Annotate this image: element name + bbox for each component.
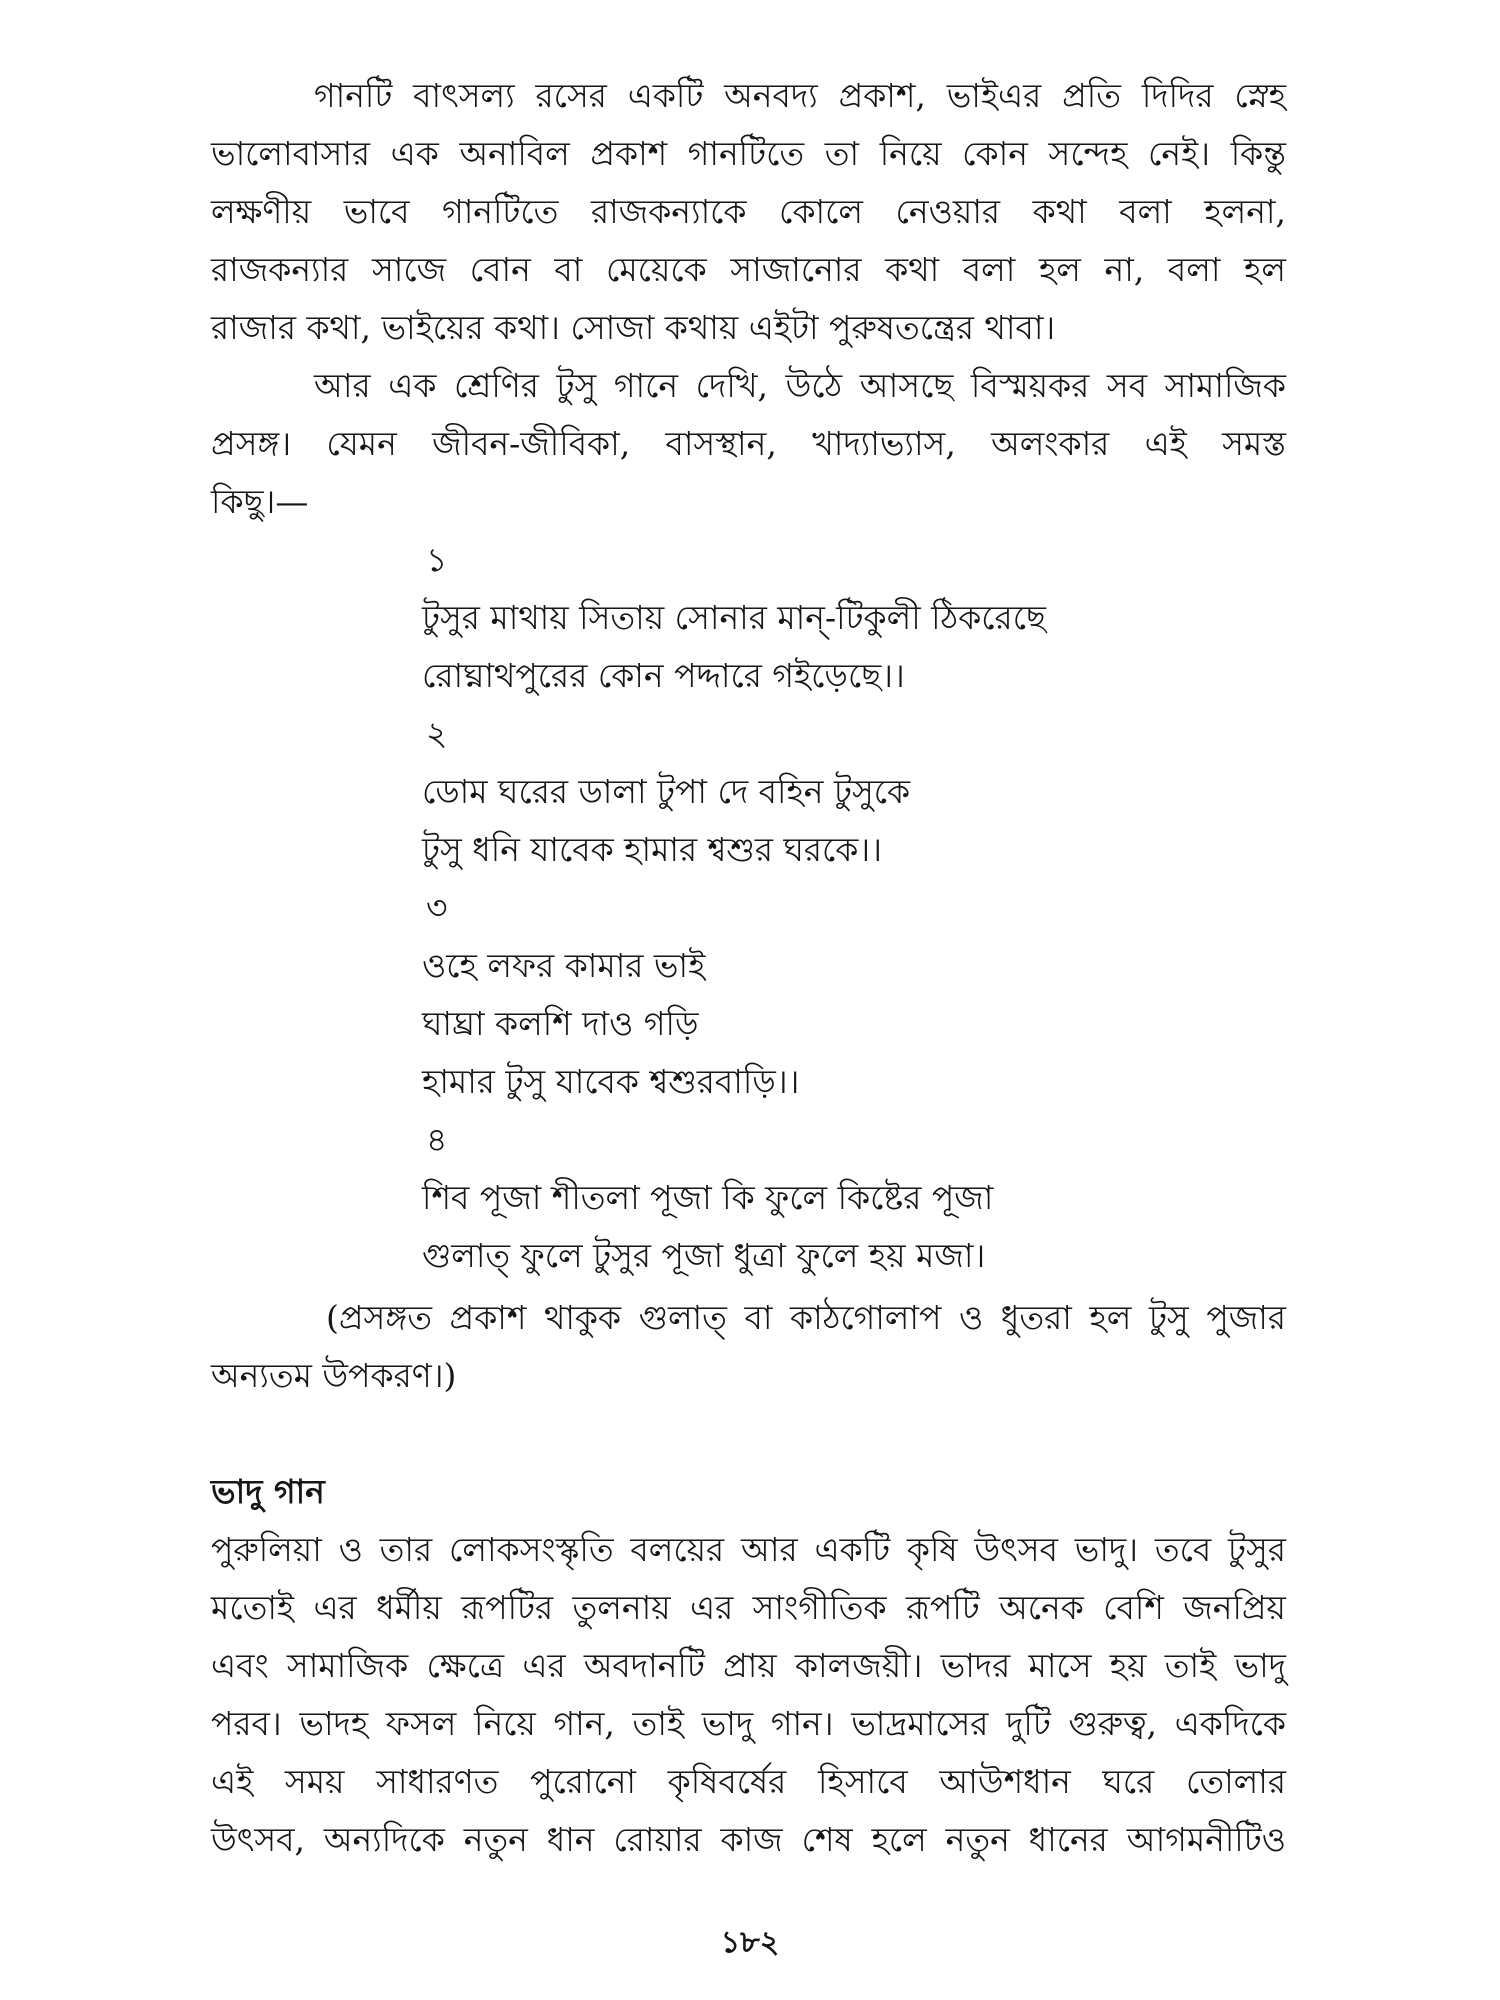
note-line: অন্যতম উপকরণ।) [211, 1356, 457, 1395]
note-line: (প্রসঙ্গত প্রকাশ থাকুক গুলাত্ বা কাঠগোলাপ ও ধুতরা হল টুসু পুজার [326, 1298, 1286, 1337]
song-verses [422, 531, 1286, 1285]
paragraph-line: ভালোবাসার এক অনাবিল প্রকাশ গানটিতে তা নিয়ে কোন সন্দেহ নেই। কিন্তু [211, 134, 1286, 173]
paragraph-line: এবং সামাজিক ক্ষেত্রে এর অবদানটি প্রায় কালজয়ী। ভাদর মাসে হয় তাই ভাদু [211, 1646, 1286, 1685]
intro-paragraph [211, 67, 1286, 357]
paragraph-line: গানটি বাৎসল্য রসের একটি অনবদ্য প্রকাশ, ভাইএর প্রতি দিদির স্নেহ [314, 76, 1286, 115]
verse-number: ১ [426, 540, 448, 579]
verse-line: রোঘ্নাথপুরের কোন পদ্দারে গইড়েছে।। [422, 656, 905, 695]
paragraph-line: পরব। ভাদহ ফসল নিয়ে গান, তাই ভাদু গান। ভাদ্রমাসের দুটি গুরুত্ব, একদিকে [211, 1704, 1286, 1743]
paragraph-line: লক্ষণীয় ভাবে গানটিতে রাজকন্যাকে কোলে নেওয়ার কথা বলা হলনা, [211, 192, 1286, 231]
verse-3 [422, 879, 1286, 1111]
section-heading: ভাদু গান [211, 1472, 325, 1511]
parenthetical-note [211, 1289, 1286, 1405]
verse-line: শিব পূজা শীতলা পূজা কি ফুলে কিষ্টের পূজা [422, 1178, 994, 1217]
verse-line: টুসু ধনি যাবেক হামার শ্বশুর ঘরকে।। [422, 830, 882, 869]
verse-line: টুসুর মাথায় সিতায় সোনার মান্-টিকুলী ঠিকরেছে [422, 598, 1046, 637]
paragraph-line: এই সময় সাধারণত পুরোনো কৃষিবর্ষের হিসাবে আউশধান ঘরে তোলার [211, 1762, 1286, 1801]
verse-2 [422, 705, 1286, 879]
verse-line: ওহে লফর কামার ভাই [422, 946, 706, 985]
verse-number: ৪ [426, 1120, 448, 1159]
verse-4 [422, 1111, 1286, 1285]
verse-number: ৩ [426, 888, 448, 927]
paragraph-line: প্রসঙ্গ। যেমন জীবন-জীবিকা, বাসস্থান, খাদ্যাভ্যাস, অলংকার এই সমস্ত [211, 424, 1286, 463]
paragraph-line: রাজার কথা, ভাইয়ের কথা। সোজা কথায় এইটা পুরুষতন্ত্রের থাবা। [211, 308, 1056, 347]
verse-number: ২ [426, 714, 448, 753]
paragraph-line: মতোই এর ধর্মীয় রূপটির তুলনায় এর সাংগীতিক রূপটি অনেক বেশি জনপ্রিয় [211, 1588, 1286, 1627]
verse-1 [422, 531, 1286, 705]
page-number: ১৮২ [720, 1925, 780, 1960]
paragraph-line: উৎসব, অন্যদিকে নতুন ধান রোয়ার কাজ শেষ হলে নতুন ধানের আগমনীটিও [211, 1820, 1286, 1859]
paragraph-line: কিছু।— [211, 482, 309, 521]
page-body [211, 67, 1286, 1869]
verse-line: ঘাঘ্রা কলশি দাও গড়ি [422, 1004, 699, 1043]
verse-line: ডোম ঘরের ডালা টুপা দে বহিন টুসুকে [422, 772, 911, 811]
paragraph-line: পুরুলিয়া ও তার লোকসংস্কৃতি বলয়ের আর একটি কৃষি উৎসব ভাদু। তবে টুসুর [211, 1530, 1286, 1569]
paragraph-line: রাজকন্যার সাজে বোন বা মেয়েকে সাজানোর কথা বলা হল না, বলা হল [211, 250, 1286, 289]
second-paragraph [211, 357, 1286, 531]
verse-line: গুলাত্ ফুলে টুসুর পূজা ধুত্রা ফুলে হয় মজা। [422, 1236, 986, 1275]
verse-line: হামার টুসু যাবেক শ্বশুরবাড়ি।। [422, 1062, 800, 1101]
paragraph-line: আর এক শ্রেণির টুসু গানে দেখি, উঠে আসছে বিস্ময়কর সব সামাজিক [314, 366, 1286, 405]
section-paragraph [211, 1521, 1286, 1869]
